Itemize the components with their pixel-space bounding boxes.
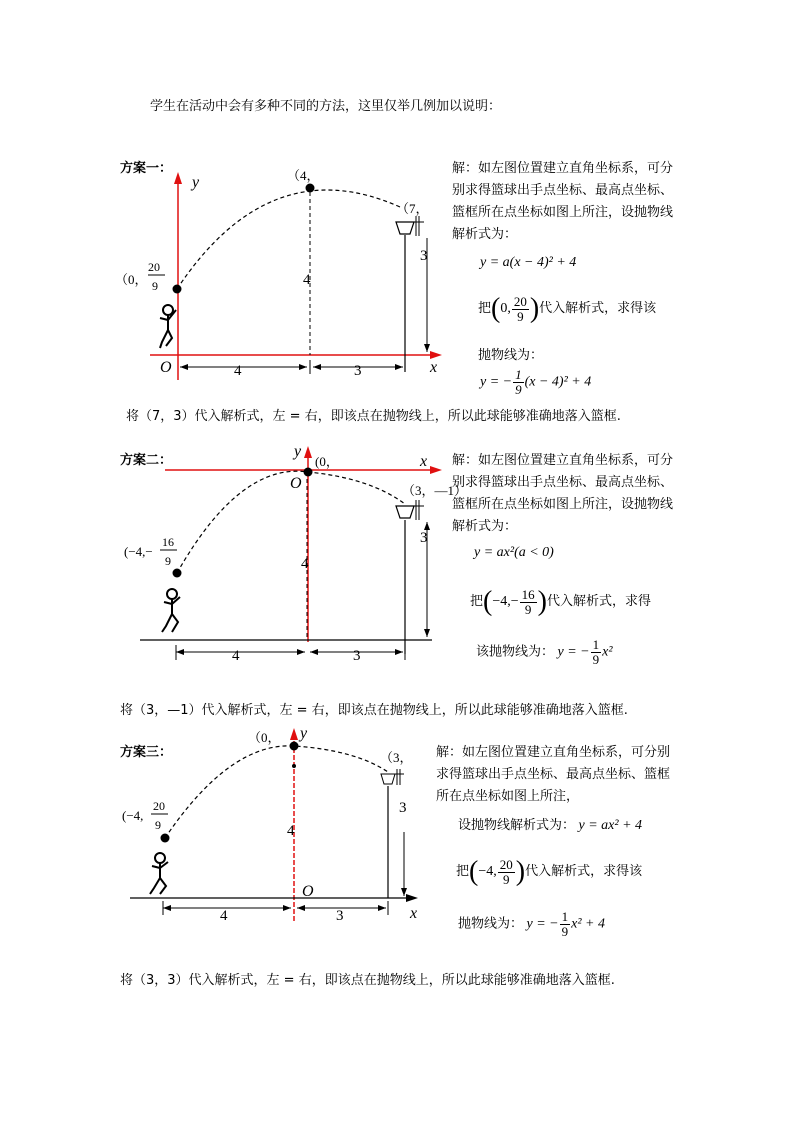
plan3-title: 方案三： (120, 745, 173, 760)
plan1-dist-left: 4 (234, 363, 242, 379)
plan3-substitution: 把(−4, $\frac{20}{9}$ )代入解析式，求得该 (456, 856, 643, 887)
plan2-dist-right: 3 (353, 648, 361, 664)
plan1-graph (110, 160, 450, 385)
plan2-height-hoop: 3 (420, 530, 428, 546)
plan2-conclusion: 将（3，—1）代入解析式，左 = 右，即该点在抛物线上，所以此球能够准确地落入篮框. (120, 703, 628, 718)
plan2-formula: y = ax²(a < 0) (474, 545, 554, 560)
plan1-substitution: 把(0, $\frac{20}{9}$ )代入解析式，求得该 (478, 293, 657, 324)
plan1-solution: 解：如左图位置建立直角坐标系，可分别求得篮球出手点坐标、最高点坐标、篮框所在点坐标如图上所注，设抛物线解析式为： (452, 161, 674, 242)
plan1-y-arrow (174, 172, 182, 184)
plan1-label-start: （0， (115, 272, 148, 287)
plan3-graph (110, 722, 435, 927)
plan1-parabola-label: 抛物线为： (478, 348, 544, 363)
plan3-player-icon (150, 853, 168, 894)
plan2-hoop (396, 506, 414, 518)
plan3-origin-label: O (302, 883, 314, 900)
plan1-hoop (396, 222, 414, 234)
plan1-player-icon (160, 305, 176, 348)
plan3-formula-line: 设抛物线解析式为： y = ax² + 4 (458, 818, 643, 833)
plan2-origin-label: O (290, 475, 302, 492)
plan1-dist-right: 3 (354, 363, 362, 379)
plan1-height-top: 4 (303, 272, 311, 288)
plan3-dist-left: 4 (220, 908, 228, 924)
plan1-parabola (177, 190, 400, 289)
plan1-label-top: （4， (287, 168, 320, 183)
plan3-axis-y-label: y (300, 725, 308, 742)
plan2-start-point (173, 569, 182, 578)
plan1-label-start-den: 9 (152, 279, 158, 293)
plan1-label-hoop: （7， (396, 201, 429, 216)
plan2-label-hoop: （3，—1） (402, 483, 468, 498)
plan3-label-top: （0， (248, 730, 281, 745)
plan1-axis-y-label: y (192, 174, 200, 191)
plan3-label-start-num: 20 (153, 799, 165, 813)
plan3-parabola (165, 746, 388, 838)
plan1-start-point (173, 285, 182, 294)
intro-text: 学生在活动中会有多种不同的方法，这里仅举几例加以说明： (150, 99, 502, 114)
plan3-height-top: 4 (287, 823, 295, 839)
plan2-result: 该抛物线为： y = − $\frac{1}{9}$ x² (476, 637, 613, 667)
plan2-label-start: (−4,− (124, 544, 153, 559)
plan3-solution: 解：如左图位置建立直角坐标系，可分别求得篮球出手点坐标、最高点坐标、篮框所在点坐标如图上所注， (436, 745, 671, 804)
plan2-solution: 解：如左图位置建立直角坐标系，可分别求得篮球出手点坐标、最高点坐标、篮框所在点坐标如图上所注，设抛物线解析式为： (452, 453, 674, 534)
plan3-height-hoop: 3 (399, 800, 407, 816)
plan2-axis-y-label: y (294, 443, 302, 460)
plan1-conclusion: 将（7，3）代入解析式，左 = 右，即该点在抛物线上，所以此球能够准确地落入篮框. (126, 409, 621, 424)
plan2-label-top: (0， (315, 454, 339, 469)
plan2-label-start-den: 9 (165, 554, 171, 568)
plan2-title: 方案二： (120, 453, 173, 468)
plan2-axis-x-label: x (420, 453, 428, 470)
plan3-start-point (161, 834, 170, 843)
plan2-graph (110, 442, 468, 667)
plan3-label-start-den: 9 (155, 818, 161, 832)
plan2-player-icon (162, 589, 180, 632)
plan1-label-start-num: 20 (148, 260, 160, 274)
plan1-axis-x-label: x (430, 359, 438, 376)
plan1-origin-label: O (160, 359, 172, 376)
plan2-substitution: 把(−4,− $\frac{16}{9}$ )代入解析式，求得 (470, 586, 651, 617)
plan3-label-hoop: （3， (380, 750, 413, 765)
plan2-label-start-num: 16 (162, 535, 174, 549)
plan3-hoop (381, 774, 395, 784)
plan3-vertex-point (290, 742, 299, 751)
plan1-formula: y = a(x − 4)² + 4 (480, 255, 577, 270)
plan3-conclusion: 将（3，3）代入解析式，左 = 右，即该点在抛物线上，所以此球能够准确地落入篮框. (120, 973, 615, 988)
plan3-dist-right: 3 (336, 908, 344, 924)
plan1-title: 方案一： (120, 161, 173, 176)
plan1-result: y = − $\frac{1}{9}$ (x − 4)² + 4 (480, 367, 592, 397)
plan1-height-hoop: 3 (420, 248, 428, 264)
plan3-result: 抛物线为： y = − $\frac{1}{9}$ x² + 4 (458, 909, 605, 939)
plan2-height-top: 4 (301, 556, 309, 572)
plan2-vertex-point (304, 468, 313, 477)
plan3-axis-x-label: x (410, 905, 418, 922)
plan2-dist-left: 4 (232, 648, 240, 664)
plan3-label-start: (−4, (122, 808, 144, 823)
plan1-vertex-point (306, 184, 315, 193)
plan1-x-arrow (430, 351, 442, 359)
